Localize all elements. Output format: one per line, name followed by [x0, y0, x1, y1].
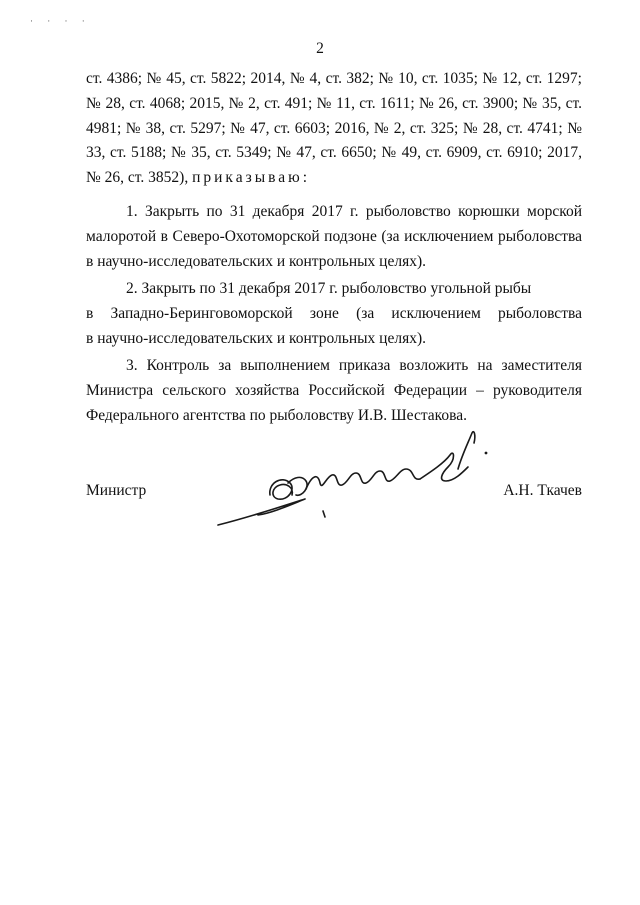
scan-artifact-marks: · · · · [30, 16, 91, 26]
order-word: приказываю: [192, 169, 311, 187]
legal-references-paragraph [86, 67, 582, 191]
order-item-2-word: рыболовства [498, 304, 582, 322]
references-text: ст. 4386; № 45, ст. 5822; 2014, № 4, ст. 382; № 10, ст. 1035; № 12, ст. 1297; № 28, ст. 4068; 2015, № 2, ст. 491; № 11, ст. 1611; № 26, ст. 3900; № 35, ст. 4981; № 38, ст. 5297; № 47, ст. 6603; 2016, № 2, ст. 325; № 28, ст. 4741; № 33, ст. 5188; № 35, ст. 5349; № 47, ст. 6650; № 49, ст. 6909, ст. 6910; 2017, № 26, ст. 3852), [86, 70, 582, 187]
order-item-2-line-1: 2. Закрыть по 31 декабря 2017 г. рыболовство угольной рыбы [126, 280, 532, 297]
order-item-3 [86, 354, 582, 428]
order-item-2-line-3: в научно-исследовательских и контрольных целях). [86, 329, 426, 347]
handwritten-signature-image [210, 425, 510, 535]
signatory-title: Министр [86, 482, 147, 499]
page-number: 2 [316, 40, 324, 57]
order-item-2-word: исключением [391, 304, 481, 322]
order-item-2-line-2 [86, 302, 582, 327]
order-item-2-word: зоне [309, 304, 339, 322]
order-item-2-word: Западно-Беринговоморской [110, 304, 293, 322]
order-item-1 [86, 200, 582, 274]
order-item-2-word: (за [356, 304, 375, 322]
order-item-1-text: 1. Закрыть по 31 декабря 2017 г. рыболовство корюшки морской малоротой в Северо-Охотоморской подзоне (за исключением рыболовства в научно-исследовательских и контрольных целях). [86, 203, 582, 270]
order-item-2-word: в [86, 304, 94, 322]
order-item-2 [86, 277, 582, 351]
signatory-name: А.Н. Ткачев [503, 482, 582, 499]
order-item-3-text: 3. Контроль за выполнением приказа возложить на заместителя Министра сельского хозяйства Российской Федерации – руководителя Федерального агентства по рыболовству И.В. Шестакова. [86, 357, 582, 424]
